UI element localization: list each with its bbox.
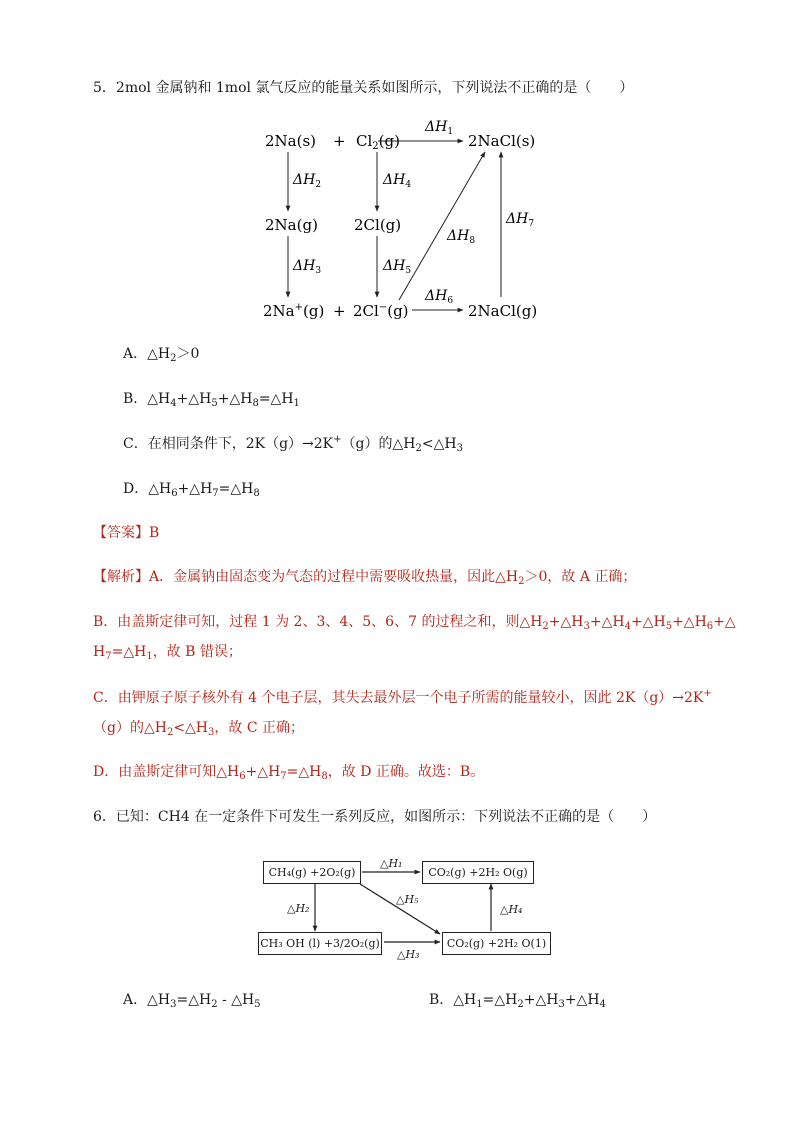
- q5-option-a: A．$\triangle H_2>0$: [123, 346, 200, 364]
- q5-stem: 5．2mol 金属钠和 1mol 氯气反应的能量关系如图所示，下列说法不正确的是（ ）: [93, 80, 634, 96]
- dh2-label: $\Delta H_2$: [293, 172, 322, 190]
- q6-dh5-label: △H₅: [396, 893, 419, 906]
- cl-atom-gas-label: 2Cl(g): [354, 216, 402, 234]
- dh1-label: $\Delta H_1$: [425, 119, 454, 137]
- dh7-label: $\Delta H_7$: [506, 211, 535, 229]
- na-solid-label: 2Na(s): [265, 132, 317, 150]
- q6-box-ch3oh-o2: CH₃ OH (l) +3/2O₂(g): [258, 932, 382, 955]
- q5-option-b: B．$\triangle H_4+\triangle H_5+\triangle H_8=\triangle H_1$: [123, 391, 300, 409]
- q5-analysis-b-line2: $H_7=\triangle H_1$，故 B 错误；: [93, 644, 242, 662]
- dh4-label: $\Delta H_4$: [383, 172, 412, 190]
- q5-analysis-d: D．由盖斯定律可知$\triangle H_6+\triangle H_7=\triangle H_8$，故 D 正确。故选：B。: [93, 764, 485, 782]
- dh3-label: $\Delta H_3$: [293, 258, 322, 276]
- q5-analysis-a: 【解析】A．金属钠由固态变为气态的过程中需要吸收热量，因此$\triangle H_2>0$，故 A 正确；: [93, 569, 637, 587]
- nacl-gas-label: 2NaCl(g): [468, 302, 538, 320]
- q6-dh4-label: △H₄: [500, 903, 523, 916]
- q5-option-d: D．$\triangle H_6+\triangle H_7=\triangle H_8$: [123, 481, 260, 499]
- q6-dh3-label: △H₃: [397, 948, 420, 961]
- q5-analysis-c-line1: C．由钾原子原子核外有 4 个电子层，其失去最外层一个电子所需的能量较小，因此 2K（g）→2K+: [93, 688, 712, 706]
- q6-box-co2-h2o-gas: CO₂(g) +2H₂ O(g): [422, 861, 534, 884]
- q5-analysis-b-line1: B．由盖斯定律可知，过程 1 为 2、3、4、5、6、7 的过程之和，则$\triangle H_2+\triangle H_3+\triangle H_4+\triangle H_5+\triangle H_6+\triangle$: [93, 614, 736, 632]
- q6-dh2-label: △H₂: [287, 902, 310, 915]
- q5-answer: 【答案】B: [93, 525, 160, 541]
- cl-ion-gas-label: 2Cl−(g): [353, 302, 409, 320]
- q5-option-c: C．在相同条件下，2K（g）→2K+（g）的$\triangle H_2<\triangle H_3$: [123, 434, 463, 454]
- plus-sign-2: +: [333, 302, 346, 320]
- dh5-label: $\Delta H_5$: [383, 258, 412, 276]
- arrow-dh8: [399, 152, 485, 300]
- q6-stem: 6．已知：CH4 在一定条件下可发生一系列反应，如图所示：下列说法不正确的是（ ）: [93, 809, 657, 825]
- q6-option-a: A．$\triangle H_3=\triangle H_2$ - $\triangle H_5$: [123, 992, 261, 1010]
- nacl-solid-label: 2NaCl(s): [468, 132, 536, 150]
- na-gas-label: 2Na(g): [265, 216, 318, 234]
- dh6-label: $\Delta H_6$: [425, 288, 454, 306]
- q5-analysis-c-line2: （g）的$\triangle H_2<\triangle H_3$，故 C 正确；: [93, 720, 305, 738]
- plus-sign: +: [333, 132, 346, 150]
- na-ion-gas-label: 2Na+(g): [263, 302, 325, 320]
- q6-dh1-label: △H₁: [380, 857, 403, 870]
- dh8-label: $\Delta H_8$: [447, 228, 476, 246]
- cl2-gas-label: $Cl_2(g)$: [356, 132, 400, 152]
- q6-box-ch4-o2: CH₄(g) +2O₂(g): [263, 861, 361, 884]
- q6-box-co2-h2o-liquid: CO₂(g) +2H₂ O(1): [442, 932, 551, 955]
- q6-option-b: B．$\triangle H_1=\triangle H_2+\triangle H_3+\triangle H_4$: [429, 992, 606, 1010]
